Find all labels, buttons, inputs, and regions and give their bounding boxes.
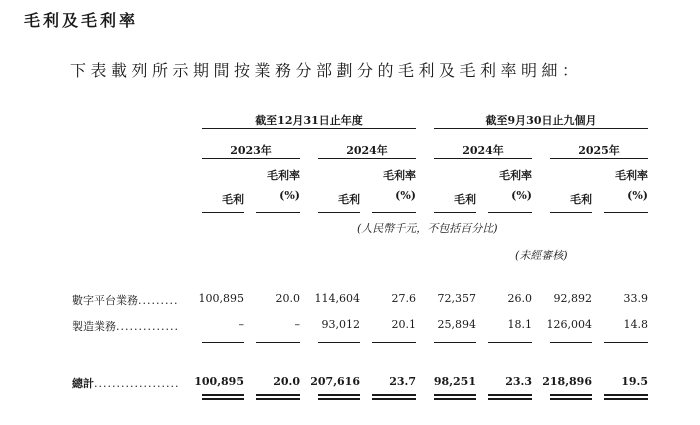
- col-rule: [434, 212, 476, 213]
- table-cell: 100,895: [198, 292, 244, 305]
- table-cell: 114,604: [314, 292, 360, 305]
- table-cell: 33.9: [623, 292, 648, 305]
- total-cell: 100,895: [194, 375, 244, 388]
- header-fiscal-year: 截至12月31日止年度: [255, 114, 363, 127]
- table-cell: 93,012: [321, 318, 360, 331]
- subtotal-rule: [202, 342, 244, 343]
- year-2024-fy: 2024年: [346, 144, 388, 157]
- total-double-rule: [604, 398, 648, 400]
- year-rule: [434, 158, 532, 159]
- year-2025-nine: 2025年: [578, 144, 620, 157]
- total-double-rule: [202, 394, 244, 396]
- col-rule: [202, 212, 244, 213]
- table-cell: 26.0: [507, 292, 532, 305]
- unaudited-note: (未經審核): [515, 249, 568, 262]
- year-rule: [202, 158, 300, 159]
- total-double-rule: [434, 394, 476, 396]
- row-label-total: 總計...................: [72, 377, 180, 390]
- row-label-digital: 數字平台業務.........: [72, 294, 179, 307]
- subtotal-rule: [318, 342, 360, 343]
- table-cell: 25,894: [437, 318, 476, 331]
- table-cell: –: [238, 318, 244, 331]
- table-cell: 126,004: [546, 318, 592, 331]
- table-cell: 27.6: [391, 292, 416, 305]
- total-cell: 98,251: [433, 375, 476, 388]
- row-label-manufacturing: 製造業務..............: [72, 320, 179, 333]
- subtotal-rule: [550, 342, 592, 343]
- col-gross-profit: 毛利: [338, 193, 360, 206]
- total-cell: 19.5: [621, 375, 648, 388]
- table-cell: 14.8: [623, 318, 648, 331]
- col-rule: [256, 212, 300, 213]
- intro-text: 下表載列所示期間按業務分部劃分的毛利及毛利率明細：: [70, 61, 583, 80]
- year-rule: [550, 158, 648, 159]
- col-gross-profit: 毛利: [454, 193, 476, 206]
- total-double-rule: [372, 398, 416, 400]
- total-cell: 23.3: [505, 375, 532, 388]
- total-double-rule: [256, 394, 300, 396]
- total-double-rule: [604, 394, 648, 396]
- total-cell: 23.7: [389, 375, 416, 388]
- col-gross-profit: 毛利: [570, 193, 592, 206]
- total-double-rule: [488, 398, 532, 400]
- total-double-rule: [550, 394, 592, 396]
- year-2023: 2023年: [230, 144, 272, 157]
- table-cell: 18.1: [507, 318, 532, 331]
- total-cell: 218,896: [542, 375, 592, 388]
- header-nine-months: 截至9月30日止九個月: [485, 114, 597, 127]
- subtotal-rule: [256, 342, 300, 343]
- year-rule: [318, 158, 416, 159]
- table-cell: 92,892: [553, 292, 592, 305]
- col-margin: 毛利率 (%): [499, 169, 532, 202]
- section-heading: 毛利及毛利率: [24, 11, 139, 30]
- col-rule: [550, 212, 592, 213]
- col-rule: [372, 212, 416, 213]
- group-rule-nine: [434, 128, 648, 129]
- col-margin: 毛利率 (%): [267, 169, 300, 202]
- total-double-rule: [318, 394, 360, 396]
- total-cell: 20.0: [273, 375, 300, 388]
- col-rule: [488, 212, 532, 213]
- total-double-rule: [550, 398, 592, 400]
- table-cell: 20.1: [391, 318, 416, 331]
- total-double-rule: [434, 398, 476, 400]
- table-cell: 20.0: [275, 292, 300, 305]
- col-margin: 毛利率 (%): [383, 169, 416, 202]
- total-double-rule: [318, 398, 360, 400]
- total-double-rule: [202, 398, 244, 400]
- col-rule: [318, 212, 360, 213]
- table-cell: 72,357: [437, 292, 476, 305]
- total-double-rule: [488, 394, 532, 396]
- subtotal-rule: [604, 342, 648, 343]
- table-cell: –: [294, 318, 300, 331]
- col-rule: [604, 212, 648, 213]
- total-double-rule: [372, 394, 416, 396]
- unit-note: (人民幣千元，不包括百分比): [357, 222, 498, 235]
- total-cell: 207,616: [310, 375, 360, 388]
- total-double-rule: [256, 398, 300, 400]
- group-rule-year: [202, 128, 416, 129]
- col-margin: 毛利率 (%): [615, 169, 648, 202]
- subtotal-rule: [488, 342, 532, 343]
- subtotal-rule: [372, 342, 416, 343]
- subtotal-rule: [434, 342, 476, 343]
- col-gross-profit: 毛利: [222, 193, 244, 206]
- year-2024-nine: 2024年: [462, 144, 504, 157]
